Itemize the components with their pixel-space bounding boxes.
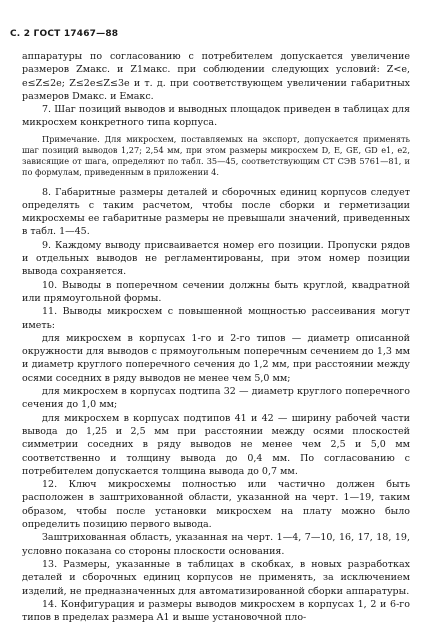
paragraph-7: 7. Шаг позиций выводов и выводных площадок приведен в таблицах для микросхем конкретного типа корпуса. xyxy=(22,104,410,129)
paragraph-11: 11. Выводы микросхем с повышенной мощностью рассеивания могут иметь: xyxy=(22,306,410,331)
paragraph-14: 14. Конфигурация и размеры выводов микросхем в корпусах 1, 2 и 6-го типов в пределах размера A1 и выше установочной пло- xyxy=(22,598,410,624)
paragraph-8: 8. Габаритные размеры деталей и сборочных единиц корпусов следует определять с таким расчетом, чтобы после сборки и герметизации микросхемы ее габаритные размеры не превышали значений, приведенных в табл. 1—45. xyxy=(22,186,410,238)
paragraph-11-item-1: для микросхем в корпусах 1-го и 2-го типов — диаметр описанной окружности для выводов с прямоугольным поперечным сечением до 1,3 мм и диаметр круглого поперечного сечения до 1,2 мм, при расстоянии между осями соседних в ряду выводов не менее чем 5,0 мм; xyxy=(22,332,410,384)
paragraph-11-item-3: для микросхем в корпусах подтипов 41 и 42 — ширину рабочей части вывода до 1,25 и 2,5 мм при расстоянии между осями плоскостей симметрии соседних в ряду выводов не менее чем 2,5 и 5,0 мм соответственно и толщину вывода до 0,4 мм. По согласованию с потребителем допускается толщина вывода до 0,7 мм. xyxy=(22,412,410,477)
paragraph-continuation: аппаратуры по согласованию с потребителем допускается увеличение размеров Zмакс. и Z1макс. при соблюдении следующих условий: Z<e, e≤Z≤2e; Z≤2e≤Z≤3e и т. д. при соответствующем увеличении габаритных размеров Dмакс. и Eмакс. xyxy=(22,51,410,102)
document-body xyxy=(22,50,410,624)
paragraph-12-note: Заштрихованная область, указанная на черт. 1—4, 7—10, 16, 17, 18, 19, условно показана со стороны плоскости основания. xyxy=(22,532,410,557)
paragraph-12: 12. Ключ микросхемы полностью или частично должен быть расположен в заштрихованной области, указанной на черт. 1—19, таким образом, чтобы после установки микросхем на плату можно было определить позицию первого вывода. xyxy=(22,479,410,531)
paragraph-9: 9. Каждому выводу присваивается номер его позиции. Пропуски рядов и отдельных выводов не регламентированы, при этом номер позиции вывода сохраняется. xyxy=(22,239,410,278)
paragraph-11-item-2: для микросхем в корпусах подтипа 32 — диаметр круглого поперечного сечения до 1,0 мм; xyxy=(22,386,410,411)
note-paragraph: Примечание. Для микросхем, поставляемых на экспорт, допускается применять шаг позиций выводов 1,27; 2,54 мм, при этом размеры микросхем D, E, GE, GD e1, e2, зависящие от шага, определяют по табл. 35—45, соответствующим СТ СЭВ 5761—81, и по формулам, приведенным в приложении 4. xyxy=(22,133,410,178)
page-header: С. 2 ГОСТ 17467—88 xyxy=(10,29,119,39)
paragraph-13: 13. Размеры, указанные в таблицах в скобках, в новых разработках деталей и сборочных единиц корпусов не применять, за исключением изделий, не предназначенных для автоматизированной сборки аппаратуры. xyxy=(22,558,410,597)
paragraph-10: 10. Выводы в поперечном сечении должны быть круглой, квадратной или прямоугольной формы. xyxy=(22,279,410,304)
